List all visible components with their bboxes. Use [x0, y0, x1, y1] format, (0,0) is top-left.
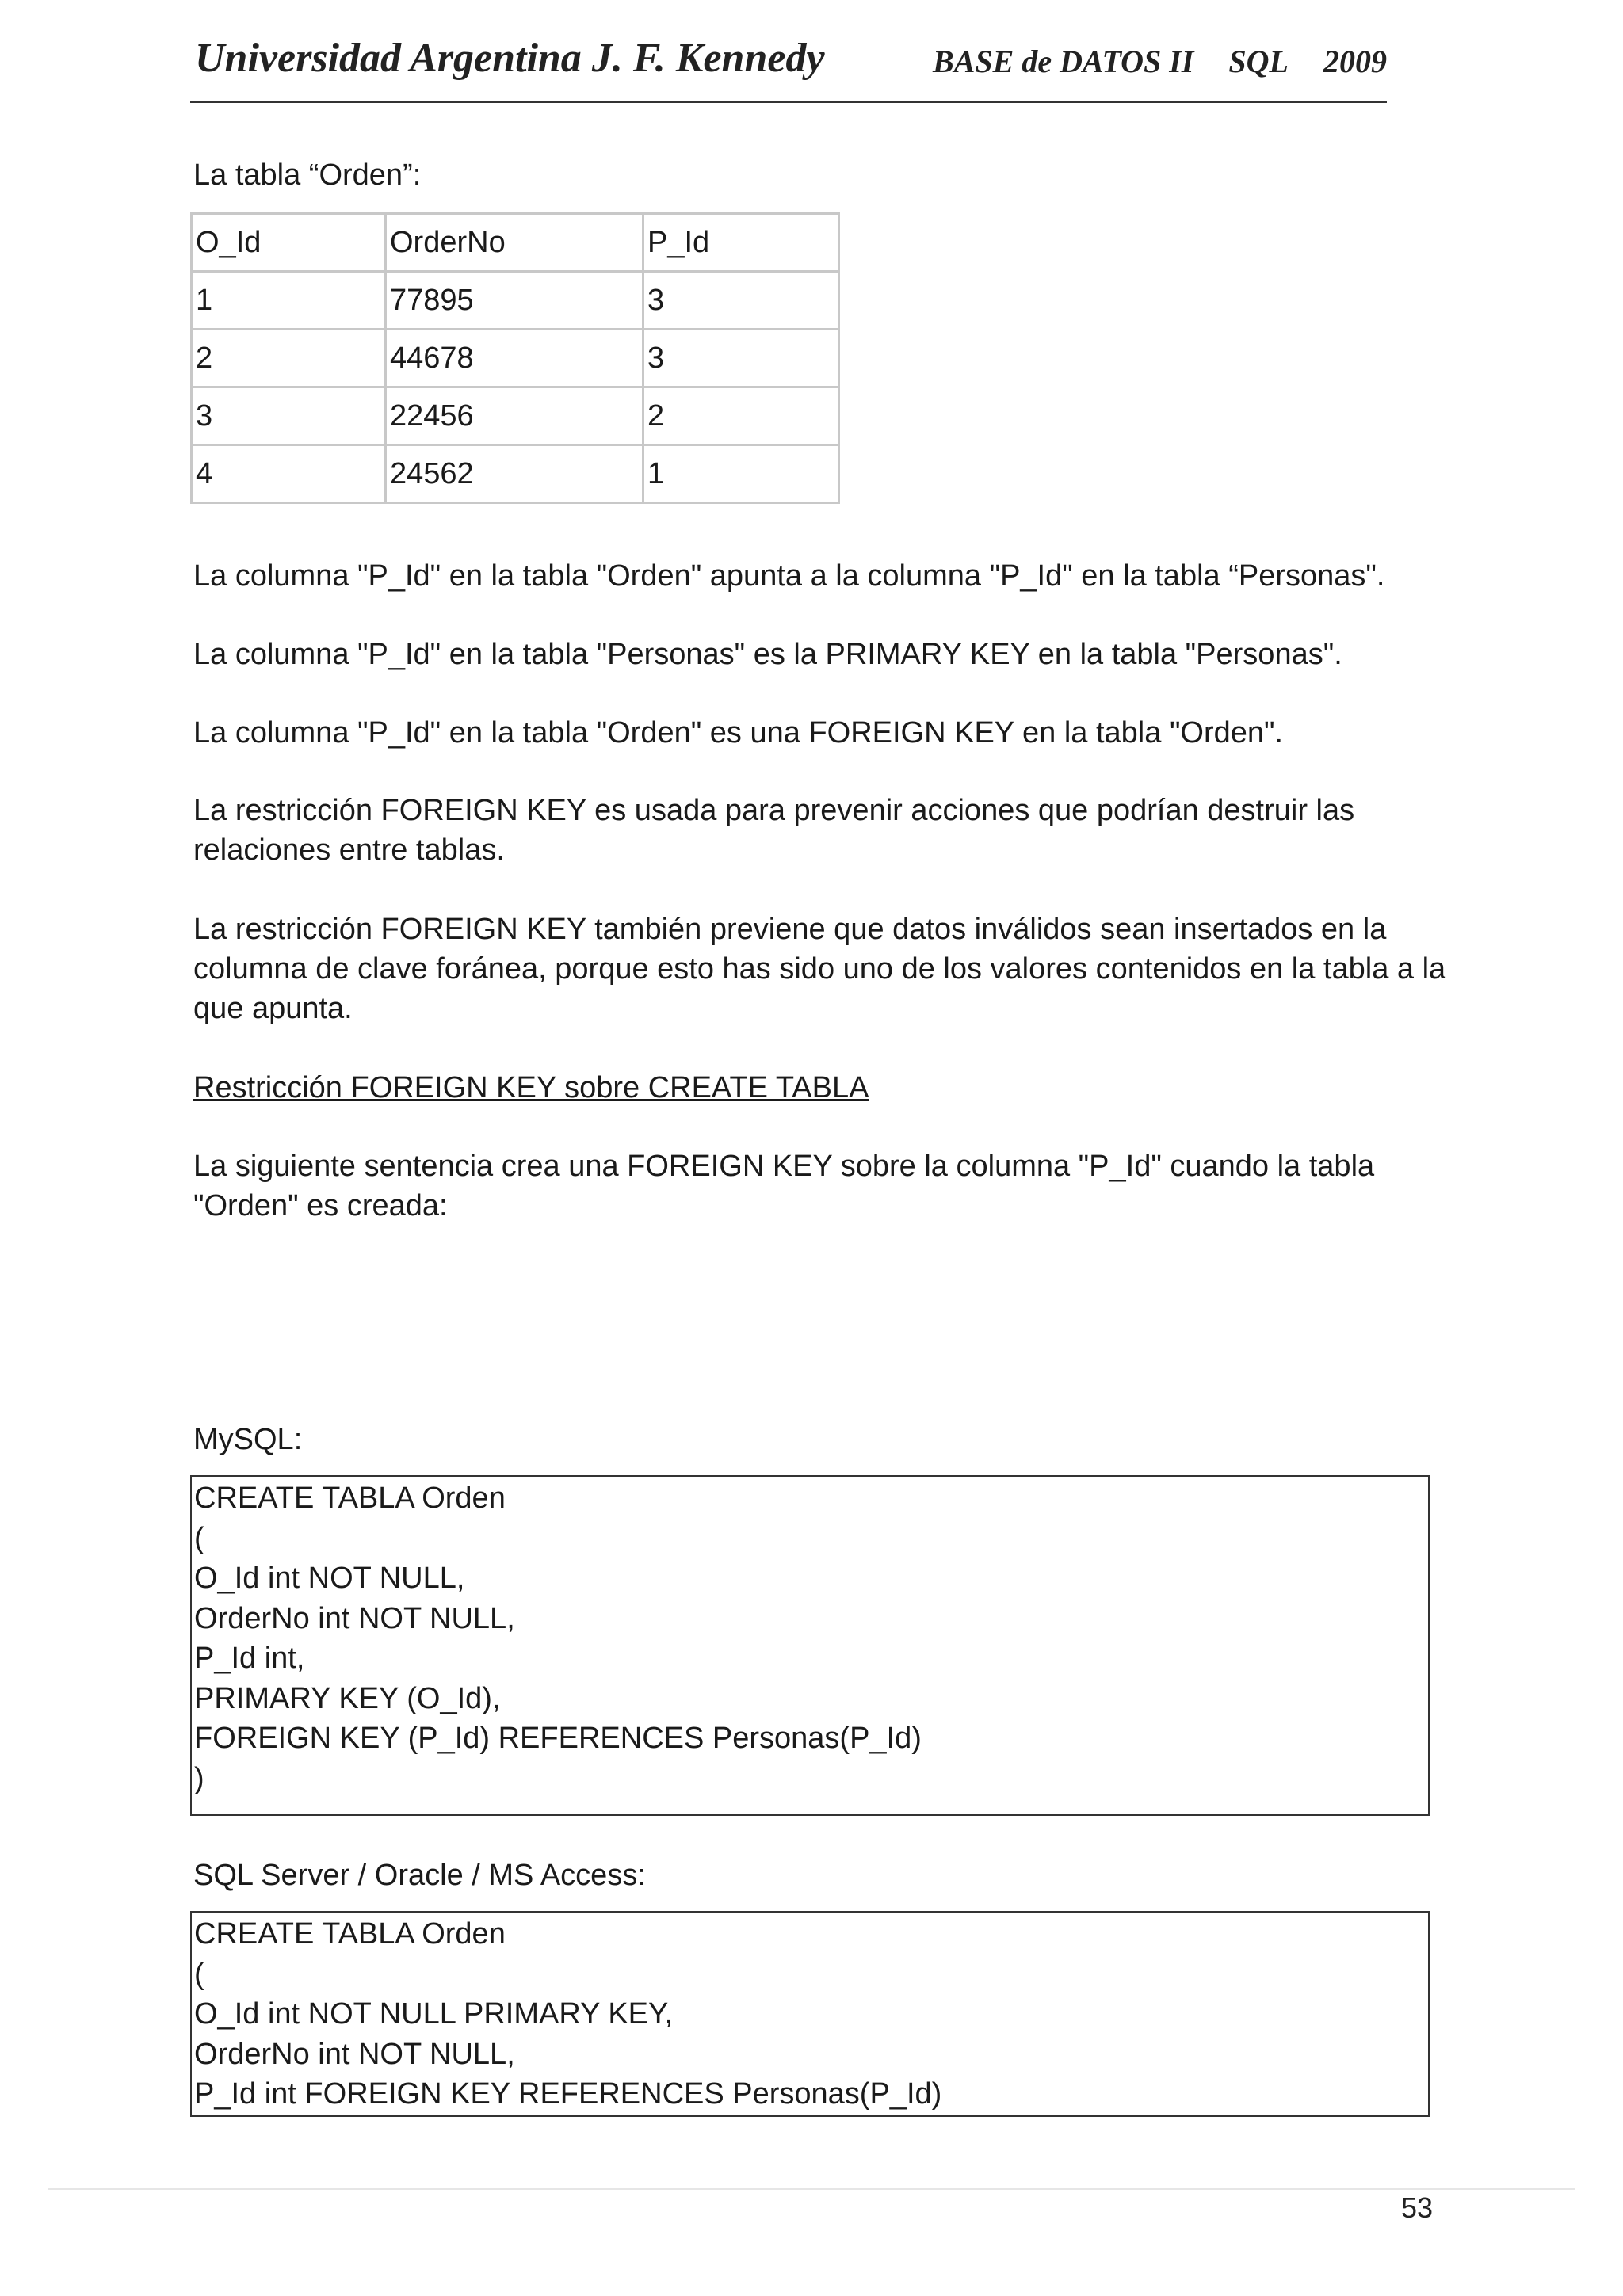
- table-intro: La tabla “Orden”:: [193, 158, 422, 192]
- code-line: CREATE TABLA Orden: [194, 1482, 506, 1515]
- page-number: 53: [1400, 2191, 1433, 2224]
- table-cell: 2: [643, 387, 839, 445]
- paragraph-line: que apunta.: [193, 992, 353, 1025]
- header-cell: P_Id: [643, 214, 839, 272]
- university-name: Universidad Argentina J. F. Kennedy: [195, 36, 825, 81]
- table-cell: 2: [192, 330, 386, 387]
- table-cell: 3: [643, 272, 839, 330]
- paragraph-fk-invalid-data: [193, 910, 1445, 1028]
- code-line: ): [194, 1761, 204, 1795]
- table-cell: 24562: [386, 445, 643, 503]
- table-cell: 22456: [386, 387, 643, 445]
- paragraph-foreign-key: La columna "P_Id" en la tabla "Orden" es una FOREIGN KEY en la tabla "Orden".: [193, 716, 1284, 749]
- mysql-code-box: [190, 1475, 1430, 1816]
- paragraph-line: "Orden" es creada:: [193, 1189, 448, 1222]
- code-line: OrderNo int NOT NULL,: [194, 2037, 515, 2071]
- paragraph-line: La restricción FOREIGN KEY es usada para prevenir acciones que podrían destruir las: [193, 794, 1355, 827]
- table-cell: 3: [643, 330, 839, 387]
- statement-intro: [193, 1146, 1374, 1226]
- code-line: O_Id int NOT NULL,: [194, 1562, 465, 1595]
- course-year: 2009: [1323, 44, 1387, 79]
- paragraph-line: La restricción FOREIGN KEY también previene que datos inválidos sean insertados en la: [193, 913, 1387, 946]
- course-topic: SQL: [1228, 44, 1289, 79]
- paragraph-fk-purpose: [193, 791, 1354, 870]
- table-cell: 3: [192, 387, 386, 445]
- table-cell: 4: [192, 445, 386, 503]
- sqlserver-label: SQL Server / Oracle / MS Access:: [193, 1859, 646, 1892]
- course-info: [933, 43, 1387, 80]
- paragraph-line: relaciones entre tablas.: [193, 833, 505, 867]
- table-row: [192, 387, 839, 445]
- code-line: P_Id int FOREIGN KEY REFERENCES Personas(P_Id): [194, 2077, 942, 2111]
- code-line: (: [194, 1957, 204, 1991]
- table-header-row: [192, 214, 839, 272]
- mysql-label: MySQL:: [193, 1423, 303, 1456]
- code-line: (: [194, 1521, 204, 1555]
- code-line: OrderNo int NOT NULL,: [194, 1601, 515, 1635]
- orden-table: [190, 212, 840, 504]
- code-line: CREATE TABLA Orden: [194, 1917, 506, 1951]
- table-cell: 1: [643, 445, 839, 503]
- table-row: [192, 330, 839, 387]
- sqlserver-code-box: [190, 1911, 1430, 2117]
- table-cell: 77895: [386, 272, 643, 330]
- table-row: [192, 445, 839, 503]
- paragraph-line: columna de clave foránea, porque esto has sido uno de los valores contenidos en la tabla a la: [193, 952, 1446, 986]
- paragraph-line: La siguiente sentencia crea una FOREIGN KEY sobre la columna "P_Id" cuando la tabla: [193, 1150, 1375, 1183]
- table-row: [192, 272, 839, 330]
- table-cell: 44678: [386, 330, 643, 387]
- paragraph-primary-key: La columna "P_Id" en la tabla "Personas" es la PRIMARY KEY en la tabla "Personas".: [193, 638, 1342, 671]
- code-line: P_Id int,: [194, 1642, 305, 1675]
- code-line: PRIMARY KEY (O_Id),: [194, 1681, 501, 1715]
- header-cell: OrderNo: [386, 214, 643, 272]
- header-divider: [190, 101, 1387, 103]
- page-header: [190, 32, 1387, 103]
- paragraph-fk-points: La columna "P_Id" en la tabla "Orden" apunta a la columna "P_Id" en la tabla “Personas".: [193, 559, 1385, 593]
- table-cell: 1: [192, 272, 386, 330]
- code-line: FOREIGN KEY (P_Id) REFERENCES Personas(P_Id): [194, 1722, 922, 1755]
- header-cell: O_Id: [192, 214, 386, 272]
- code-line: O_Id int NOT NULL PRIMARY KEY,: [194, 1997, 674, 2031]
- course-name: BASE de DATOS II: [933, 44, 1194, 79]
- footer-divider: [48, 2188, 1575, 2190]
- section-heading: Restricción FOREIGN KEY sobre CREATE TABLA: [193, 1071, 869, 1104]
